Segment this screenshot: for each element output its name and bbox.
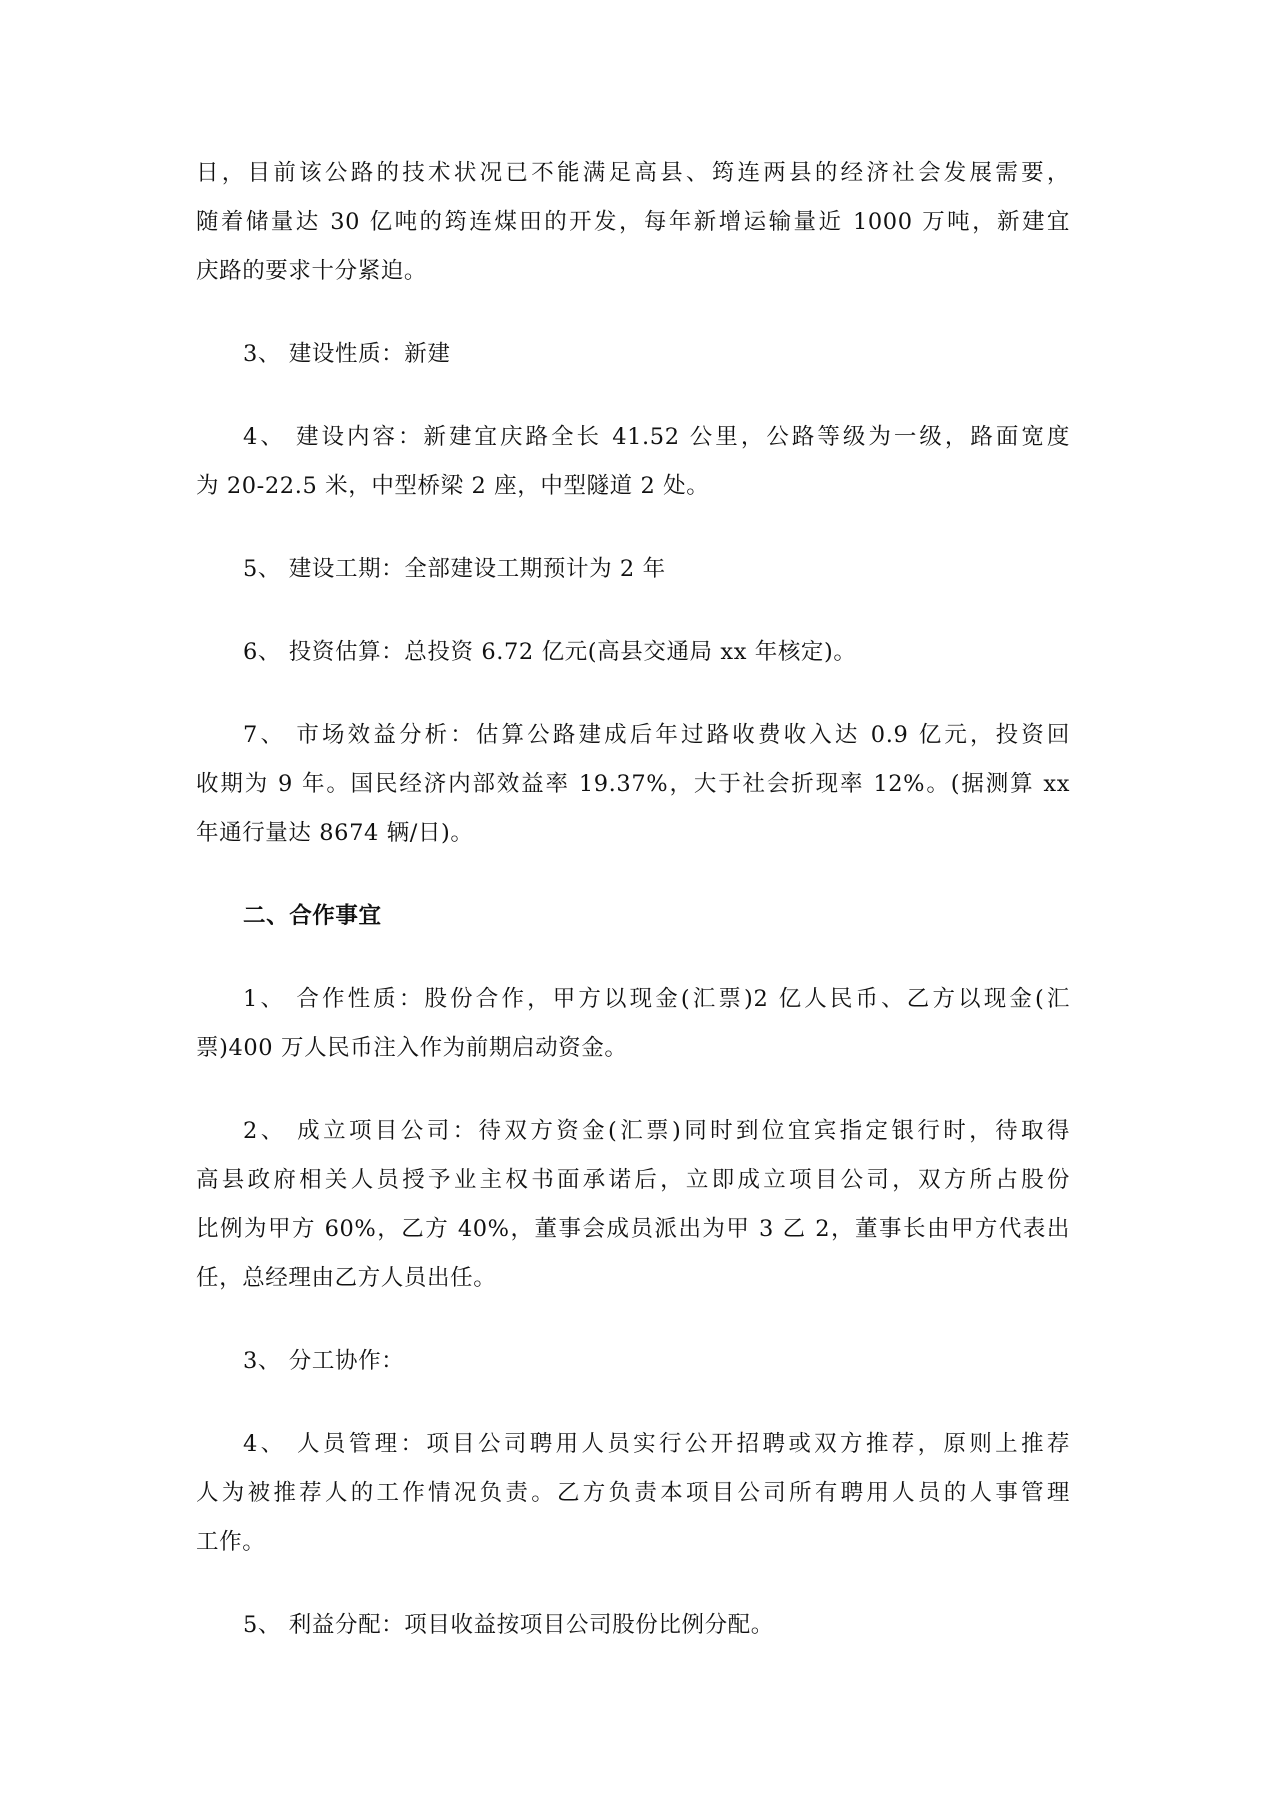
item-investment-estimate: 6、 投资估算：总投资 6.72 亿元(高县交通局 xx 年核定)。 (243, 639, 857, 665)
item-project-company-cont-2: 比例为甲方 60%，乙方 40%，董事会成员派出为甲 3 乙 2，董事长由甲方代表出 (196, 1216, 1070, 1242)
paragraph-line-continuation-3: 庆路的要求十分紧迫。 (196, 258, 428, 284)
item-construction-content: 4、 建设内容：新建宜庆路全长 41.52 公里，公路等级为一级，路面宽度 (243, 424, 1070, 450)
item-personnel-management: 4、 人员管理：项目公司聘用人员实行公开招聘或双方推荐，原则上推荐 (243, 1431, 1070, 1457)
item-project-company: 2、 成立项目公司：待双方资金(汇票)同时到位宜宾指定银行时，待取得 (243, 1118, 1070, 1144)
paragraph-line-continuation-2: 随着储量达 30 亿吨的筠连煤田的开发，每年新增运输量近 1000 万吨，新建宜 (196, 209, 1070, 235)
item-market-benefit-cont-2: 年通行量达 8674 辆/日)。 (196, 820, 474, 846)
section-heading-cooperation: 二、合作事宜 (243, 903, 382, 929)
item-personnel-management-cont-1: 人为被推荐人的工作情况负责。乙方负责本项目公司所有聘用人员的人事管理 (196, 1480, 1070, 1506)
item-construction-content-cont: 为 20-22.5 米，中型桥梁 2 座，中型隧道 2 处。 (196, 473, 710, 499)
item-market-benefit-cont-1: 收期为 9 年。国民经济内部效益率 19.37%，大于社会折现率 12%。(据测算 xx (196, 771, 1070, 797)
paragraph-line-continuation-1: 日，目前该公路的技术状况已不能满足高县、筠连两县的经济社会发展需要， (196, 160, 1070, 186)
item-project-company-cont-1: 高县政府相关人员授予业主权书面承诺后，立即成立项目公司，双方所占股份 (196, 1167, 1070, 1193)
item-construction-period: 5、 建设工期：全部建设工期预计为 2 年 (243, 556, 666, 582)
item-profit-distribution: 5、 利益分配：项目收益按项目公司股份比例分配。 (243, 1612, 774, 1638)
item-project-company-cont-3: 任，总经理由乙方人员出任。 (196, 1265, 497, 1291)
item-cooperation-nature-cont: 票)400 万人民币注入作为前期启动资金。 (196, 1035, 628, 1061)
item-market-benefit: 7、 市场效益分析：估算公路建成后年过路收费收入达 0.9 亿元，投资回 (243, 722, 1070, 748)
item-division-of-work: 3、 分工协作： (243, 1348, 405, 1374)
item-cooperation-nature: 1、 合作性质：股份合作，甲方以现金(汇票)2 亿人民币、乙方以现金(汇 (243, 986, 1070, 1012)
item-personnel-management-cont-2: 工作。 (196, 1529, 266, 1555)
item-construction-nature: 3、 建设性质：新建 (243, 341, 451, 367)
